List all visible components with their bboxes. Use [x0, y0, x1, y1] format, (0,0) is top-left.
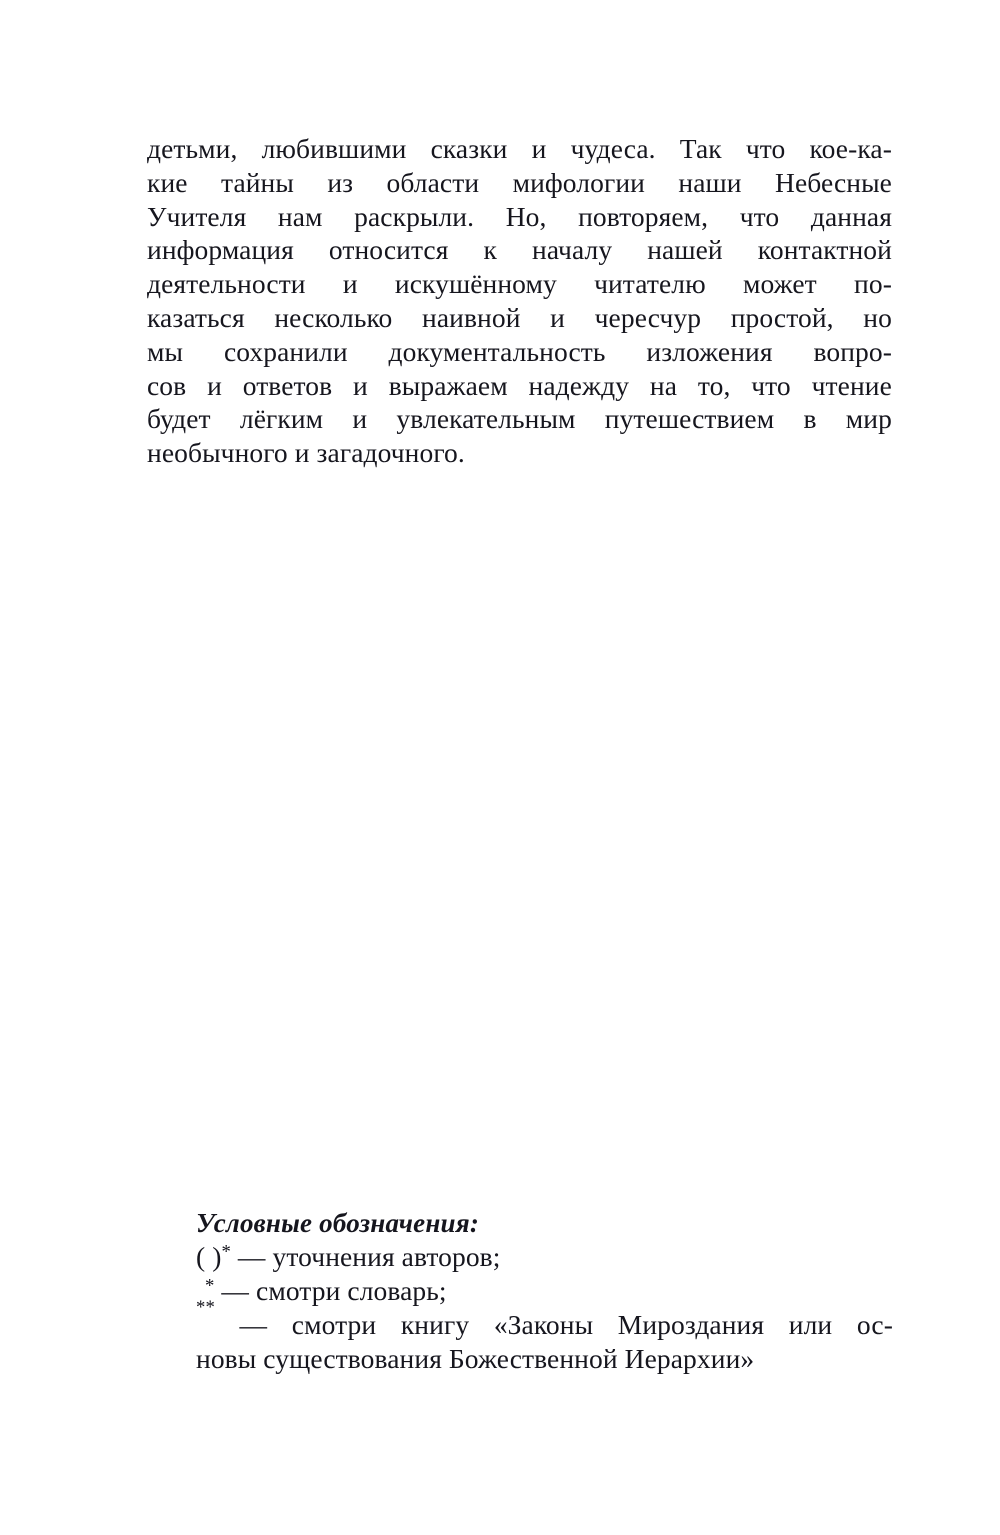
legend-entry-parenthesis: [196, 1240, 896, 1274]
body-paragraph: [147, 132, 892, 470]
word: любившими: [261, 133, 407, 164]
word: тайны: [220, 166, 294, 198]
word: ответов: [242, 369, 333, 401]
word: и: [531, 133, 547, 164]
word: контактной: [757, 234, 892, 266]
word: мы: [147, 335, 184, 367]
word: сказки: [430, 133, 508, 164]
word: деятельности: [147, 268, 306, 300]
legend-block: [196, 1206, 896, 1376]
word: детьми,: [147, 133, 238, 164]
asterisk-marker: *: [221, 1241, 231, 1263]
word: «Законы: [493, 1309, 594, 1340]
word: и: [342, 268, 358, 300]
word: наивной: [422, 301, 521, 333]
word: раскрыли.: [354, 200, 475, 232]
word: несколько: [274, 301, 393, 333]
word: началу: [532, 234, 613, 266]
word: лёгким: [239, 403, 324, 435]
word: надежду: [528, 369, 630, 401]
word: вопро-: [813, 335, 892, 367]
word: изложения: [646, 335, 773, 367]
word: книгу: [400, 1309, 470, 1340]
legend-dash: —: [214, 1275, 257, 1306]
body-text-line: [147, 267, 892, 301]
word: будет: [147, 403, 211, 435]
word: то,: [697, 369, 731, 401]
body-text-line: [147, 166, 892, 200]
body-text-line: необычного и загадочного.: [147, 437, 465, 469]
word: искушённому: [394, 268, 557, 300]
legend-definition: уточнения авторов;: [272, 1241, 501, 1272]
legend-entry-double-asterisk-continuation: новы существования Божественной Иерархии»: [196, 1343, 755, 1374]
word: читателю: [594, 268, 706, 300]
word: мифологии: [512, 166, 645, 198]
word: путешествием: [604, 403, 775, 435]
word: увлекательным: [396, 403, 576, 435]
word: но: [863, 301, 892, 333]
word: данная: [810, 200, 892, 232]
word: сов: [147, 369, 187, 401]
word: —: [239, 1309, 268, 1340]
word: что: [751, 369, 791, 401]
word: к: [483, 234, 497, 266]
word: мир: [845, 403, 892, 435]
word: Мироздания: [617, 1309, 765, 1340]
body-text-line: [147, 233, 892, 267]
word: в: [803, 403, 817, 435]
body-text-line: [147, 200, 892, 234]
word: на: [649, 369, 678, 401]
legend-entry-single-asterisk: [196, 1274, 896, 1308]
word: Учителя: [147, 200, 247, 232]
word: сохранили: [223, 335, 348, 367]
legend-marker: ( ): [196, 1241, 222, 1272]
asterisk-marker: *: [205, 1275, 215, 1297]
word: смотри: [291, 1309, 377, 1340]
word: ос-: [856, 1309, 893, 1340]
word: чересчур: [594, 301, 702, 333]
word: относится: [328, 234, 449, 266]
word: и: [352, 403, 368, 435]
word: информация: [147, 234, 294, 266]
legend-dash: —: [230, 1241, 273, 1272]
word: что: [739, 200, 780, 232]
word: казаться: [147, 301, 245, 333]
word: нашей: [647, 234, 723, 266]
word: и: [550, 301, 565, 333]
word: Небесные: [774, 166, 892, 198]
word: нам: [277, 200, 323, 232]
word: из: [327, 166, 354, 198]
word: документальность: [388, 335, 606, 367]
word: простой,: [730, 301, 834, 333]
word: Но,: [505, 200, 547, 232]
word: кие: [147, 166, 188, 198]
word: что: [745, 133, 786, 164]
word: наши: [678, 166, 742, 198]
word: по-: [854, 268, 892, 300]
body-text-line: [147, 402, 892, 436]
word: может: [742, 268, 817, 300]
body-text-line: [147, 369, 892, 403]
word: чтение: [811, 369, 892, 401]
body-text-line: [147, 301, 892, 335]
body-text-line: [147, 335, 892, 369]
word: и: [353, 369, 368, 401]
word: Так: [679, 133, 722, 164]
word: кое-ка-: [809, 133, 892, 164]
word: или: [788, 1309, 833, 1340]
word: и: [207, 369, 222, 401]
legend-definition: смотри словарь;: [256, 1275, 447, 1306]
word: чудеса.: [570, 133, 656, 164]
legend-heading: Условные обозначения:: [196, 1208, 480, 1238]
body-text-line: [147, 132, 892, 166]
word: области: [386, 166, 480, 198]
legend-entry-double-asterisk: ** — смотри книгу «Законы Мироздания или ос-: [196, 1297, 893, 1340]
word: повторяем,: [578, 200, 709, 232]
word: выражаем: [388, 369, 508, 401]
